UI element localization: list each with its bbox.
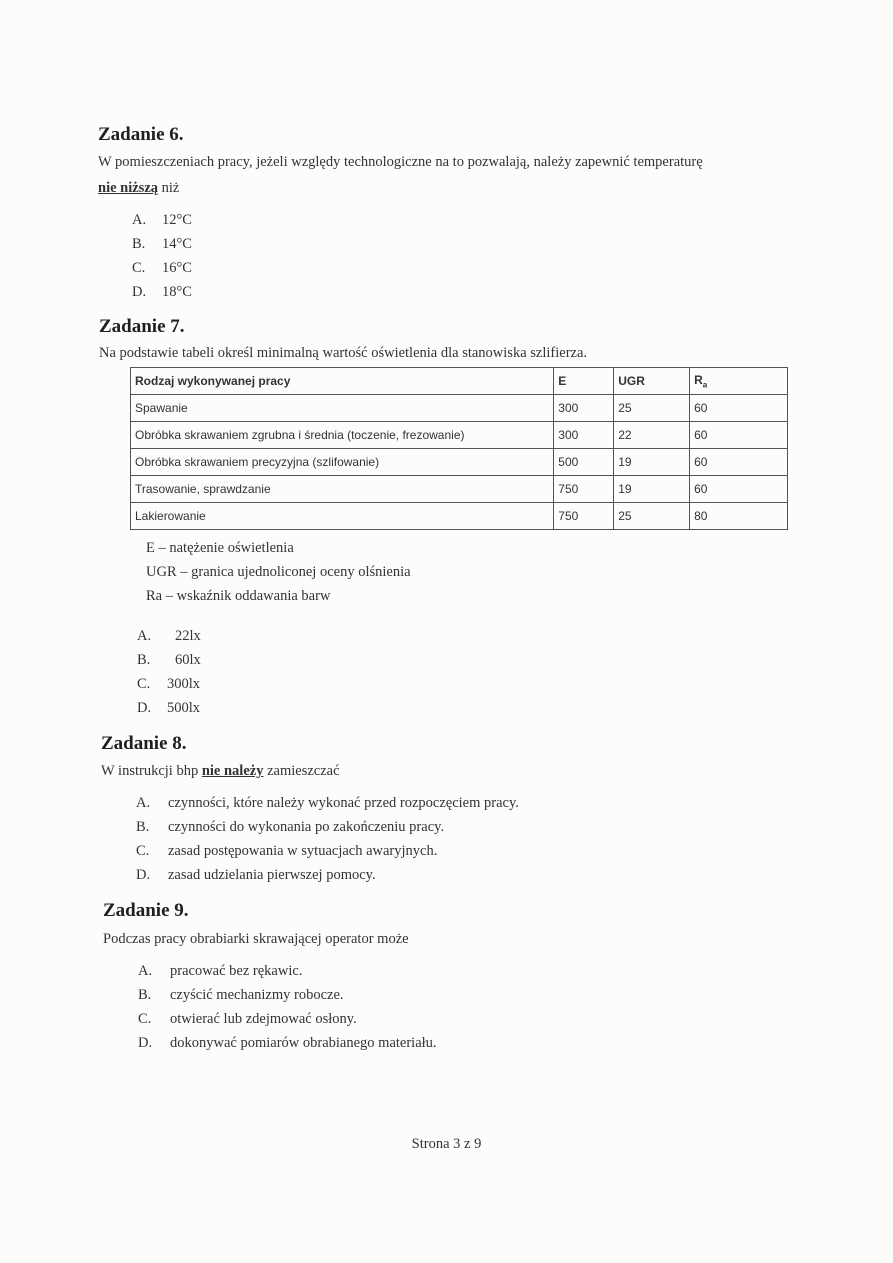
legend-ugr: UGR – granica ujednoliconej oceny olśnienia bbox=[146, 564, 411, 580]
option-text: otwierać lub zdejmować osłony. bbox=[170, 1011, 357, 1027]
task-6-option-a[interactable] bbox=[132, 212, 192, 229]
legend-ra: Ra – wskaźnik oddawania barw bbox=[146, 588, 331, 604]
option-letter: C. bbox=[137, 676, 151, 692]
table-cell: Lakierowanie bbox=[131, 503, 554, 530]
task-8-option-a[interactable] bbox=[136, 795, 519, 812]
header-e: E bbox=[554, 368, 614, 395]
task-9-option-b[interactable] bbox=[138, 987, 344, 1004]
task-7-option-b[interactable] bbox=[137, 652, 201, 669]
option-letter: C. bbox=[138, 1011, 152, 1027]
table-row bbox=[131, 503, 788, 530]
table-cell: Obróbka skrawaniem precyzyjna (szlifowanie) bbox=[131, 449, 554, 476]
table-cell: 750 bbox=[554, 503, 614, 530]
option-text: zasad postępowania w sytuacjach awaryjnych. bbox=[168, 843, 438, 859]
table-cell: 750 bbox=[554, 476, 614, 503]
task-8-title: Zadanie 8. bbox=[101, 733, 187, 754]
table-row bbox=[131, 395, 788, 422]
table-row bbox=[131, 449, 788, 476]
task-8-option-d[interactable] bbox=[136, 867, 376, 884]
task-8-question-start: W instrukcji bhp bbox=[101, 763, 202, 779]
header-ugr: UGR bbox=[614, 368, 690, 395]
option-text: czyścić mechanizmy robocze. bbox=[170, 987, 344, 1003]
table-cell: 500 bbox=[554, 449, 614, 476]
task-7-question: Na podstawie tabeli określ minimalną wartość oświetlenia dla stanowiska szlifierza. bbox=[99, 345, 588, 361]
option-letter: C. bbox=[136, 843, 150, 859]
legend-e: E – natężenie oświetlenia bbox=[146, 540, 294, 556]
option-text: zasad udzielania pierwszej pomocy. bbox=[168, 867, 376, 883]
table-cell: 60 bbox=[690, 395, 788, 422]
option-letter: B. bbox=[137, 652, 151, 668]
table-cell: 60 bbox=[690, 449, 788, 476]
option-letter: B. bbox=[138, 987, 152, 1003]
option-letter: D. bbox=[136, 867, 151, 883]
table-cell: Obróbka skrawaniem zgrubna i średnia (toczenie, frezowanie) bbox=[131, 422, 554, 449]
page-number: Strona 3 z 9 bbox=[411, 1136, 482, 1152]
table-cell: 60 bbox=[690, 476, 788, 503]
option-text: 60lx bbox=[175, 652, 201, 668]
task-9-title: Zadanie 9. bbox=[103, 900, 189, 921]
task-8-option-b[interactable] bbox=[136, 819, 444, 836]
table-cell: 25 bbox=[614, 503, 690, 530]
option-letter: D. bbox=[137, 700, 152, 716]
option-letter: A. bbox=[132, 212, 147, 228]
option-text: 14°C bbox=[162, 236, 192, 252]
table-cell: Spawanie bbox=[131, 395, 554, 422]
table-cell: 19 bbox=[614, 449, 690, 476]
table-cell: 60 bbox=[690, 422, 788, 449]
option-letter: A. bbox=[137, 628, 152, 644]
task-6-option-c[interactable] bbox=[132, 260, 192, 277]
task-6-option-b[interactable] bbox=[132, 236, 192, 253]
option-letter: B. bbox=[136, 819, 150, 835]
header-ra: $R_a$ bbox=[690, 368, 788, 395]
task-6-title: Zadanie 6. bbox=[98, 124, 184, 145]
header-work-type: Rodzaj wykonywanej pracy bbox=[131, 368, 554, 395]
task-9-option-c[interactable] bbox=[138, 1011, 357, 1028]
option-text: czynności do wykonania po zakończeniu pracy. bbox=[168, 819, 445, 835]
task-7-option-c[interactable] bbox=[137, 676, 200, 693]
option-text: 16°C bbox=[162, 260, 192, 276]
option-text: 22lx bbox=[175, 628, 201, 644]
task-6-question-end: niż bbox=[158, 180, 180, 196]
option-text: czynności, które należy wykonać przed rozpoczęciem pracy. bbox=[168, 795, 519, 811]
option-letter: A. bbox=[138, 963, 153, 979]
table-header-row bbox=[131, 368, 788, 395]
table-cell: Trasowanie, sprawdzanie bbox=[131, 476, 554, 503]
option-letter: B. bbox=[132, 236, 146, 252]
task-8-question-end: zamieszczać bbox=[263, 763, 340, 779]
option-text: dokonywać pomiarów obrabianego materiału. bbox=[170, 1035, 437, 1051]
task-9-option-d[interactable] bbox=[138, 1035, 437, 1052]
task-7-title: Zadanie 7. bbox=[99, 316, 185, 337]
task-6-emphasis: nie niższą bbox=[98, 180, 159, 196]
task-6-question-cont bbox=[98, 180, 179, 197]
task-7-option-d[interactable] bbox=[137, 700, 200, 717]
table-cell: 300 bbox=[554, 422, 614, 449]
option-letter: A. bbox=[136, 795, 151, 811]
task-7-option-a[interactable] bbox=[137, 628, 201, 645]
task-8-emphasis: nie należy bbox=[201, 763, 264, 779]
option-letter: D. bbox=[132, 284, 147, 300]
table-row bbox=[131, 476, 788, 503]
task-6-question: W pomieszczeniach pracy, jeżeli względy technologiczne na to pozwalają, należy zapewnić temperaturę bbox=[98, 154, 703, 170]
task-8-question bbox=[101, 763, 340, 780]
task-6-option-d[interactable] bbox=[132, 284, 192, 301]
table-cell: 19 bbox=[614, 476, 690, 503]
table-cell: 300 bbox=[554, 395, 614, 422]
task-8-option-c[interactable] bbox=[136, 843, 437, 860]
table-row bbox=[131, 422, 788, 449]
task-9-question: Podczas pracy obrabiarki skrawającej operator może bbox=[103, 931, 409, 947]
option-letter: D. bbox=[138, 1035, 153, 1051]
option-text: 12°C bbox=[162, 212, 192, 228]
option-letter: C. bbox=[132, 260, 146, 276]
table-cell: 25 bbox=[614, 395, 690, 422]
table-cell: 22 bbox=[614, 422, 690, 449]
task-9-option-a[interactable] bbox=[138, 963, 302, 980]
option-text: 18°C bbox=[162, 284, 192, 300]
lighting-table bbox=[130, 367, 788, 530]
option-text: pracować bez rękawic. bbox=[170, 963, 303, 979]
option-text: 300lx bbox=[167, 676, 201, 692]
table-cell: 80 bbox=[690, 503, 788, 530]
option-text: 500lx bbox=[167, 700, 201, 716]
